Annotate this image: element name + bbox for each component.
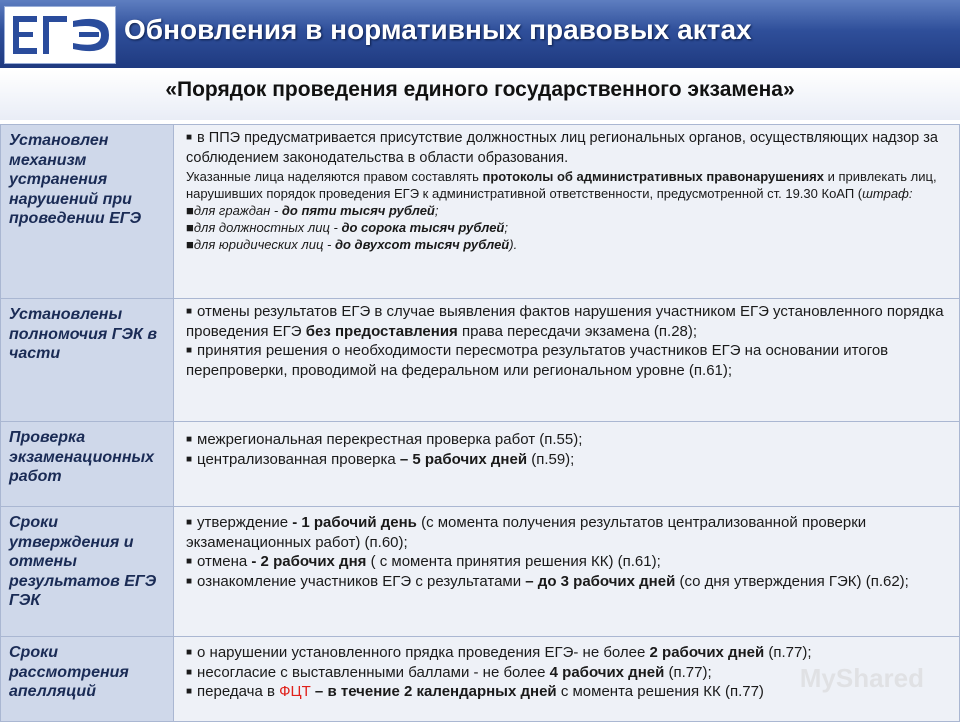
square-bullet-icon: ■	[186, 517, 193, 528]
list-item: ■ утверждение - 1 рабочий день (с момента получения результатов централизованной проверки экзаменационных работ) (п.60);	[186, 514, 867, 551]
row-content	[174, 507, 960, 637]
square-bullet-icon: ■	[186, 203, 194, 218]
square-bullet-icon: ■	[186, 647, 193, 658]
row-label: Установлен механизм устранения нарушений при проведении ЕГЭ	[1, 125, 174, 299]
watermark: MyShared	[799, 663, 924, 693]
row-label: Установлены полномочия ГЭК в части	[1, 299, 174, 422]
regulations-table	[0, 124, 960, 722]
table-row	[1, 422, 960, 507]
row-label: Сроки рассмотрения апелляций	[1, 637, 174, 722]
list-item: ■ межрегиональная перекрестная проверка работ (п.55);	[186, 431, 583, 448]
list-item: ■ отмены результатов ЕГЭ в случае выявления фактов нарушения участником ЕГЭ установленного порядка проведения ЕГЭ без предоставления права пересдачи экзамена (п.28);	[186, 303, 944, 340]
row-content	[174, 422, 960, 507]
list-item: ■ централизованная проверка – 5 рабочих дней (п.59);	[186, 450, 575, 468]
row-label: Проверка экзаменационных работ	[1, 422, 174, 507]
square-bullet-icon: ■	[186, 575, 193, 587]
list-item: ■для граждан - до пяти тысяч рублей;	[186, 203, 439, 218]
list-item: ■ в ППЭ предусматривается присутствие должностных лиц региональных органов, осуществляющих надзор за соблюдением законодательства в области образования.	[186, 130, 938, 166]
square-bullet-icon: ■	[186, 306, 193, 317]
list-item: ■ несогласие с выставленными баллами - не более 4 рабочих дней (п.77);	[186, 663, 712, 681]
list-item: ■ ознакомление участников ЕГЭ с результатами – до 3 рабочих дней (со дня утверждения ГЭК) (п.62);	[186, 572, 909, 590]
square-bullet-icon: ■	[186, 434, 193, 445]
list-item: ■ передача в ФЦТ – в течение 2 календарных дней с момента решения КК (п.77)	[186, 683, 764, 700]
square-bullet-icon: ■	[186, 345, 193, 356]
row-content	[174, 299, 960, 422]
square-bullet-icon: ■	[186, 453, 193, 465]
document-subtitle: «Порядок проведения единого государственного экзамена»	[165, 78, 795, 101]
square-bullet-icon: ■	[186, 686, 193, 697]
row-label: Сроки утверждения и отмены результатов ЕГЭ ГЭК	[1, 507, 174, 637]
ege-logo	[4, 6, 116, 64]
table-row	[1, 125, 960, 299]
list-item: Указанные лица наделяются правом составлять протоколы об административных правонарушениях и привлекать лиц, нарушивших порядок проведения ЕГЭ к административной ответственности, предусмотренной ст. 19.30 КоАП (штраф:	[186, 169, 937, 201]
square-bullet-icon: ■	[186, 666, 193, 678]
list-item: ■ принятия решения о необходимости пересмотра результатов участников ЕГЭ на основании итогов перепроверки, проводимой на федеральном или региональном уровне (п.61);	[186, 342, 889, 379]
square-bullet-icon: ■	[186, 220, 194, 235]
table-row	[1, 299, 960, 422]
list-item: ■ о нарушении установленного прядка проведения ЕГЭ- не более 2 рабочих дней (п.77);	[186, 644, 812, 661]
list-item: ■для юридических лиц - до двухсот тысяч рублей).	[186, 237, 518, 252]
page-title: Обновления в нормативных правовых актах	[124, 14, 752, 45]
row-content	[174, 125, 960, 299]
square-bullet-icon: ■	[186, 556, 193, 567]
table-row	[1, 507, 960, 637]
square-bullet-icon: ■	[186, 132, 193, 143]
header-bar	[0, 0, 960, 68]
list-item: ■для должностных лиц - до сорока тысяч рублей;	[186, 220, 508, 235]
square-bullet-icon: ■	[186, 237, 194, 252]
list-item: ■ отмена - 2 рабочих дня ( с момента принятия решения КК) (п.61);	[186, 553, 661, 570]
